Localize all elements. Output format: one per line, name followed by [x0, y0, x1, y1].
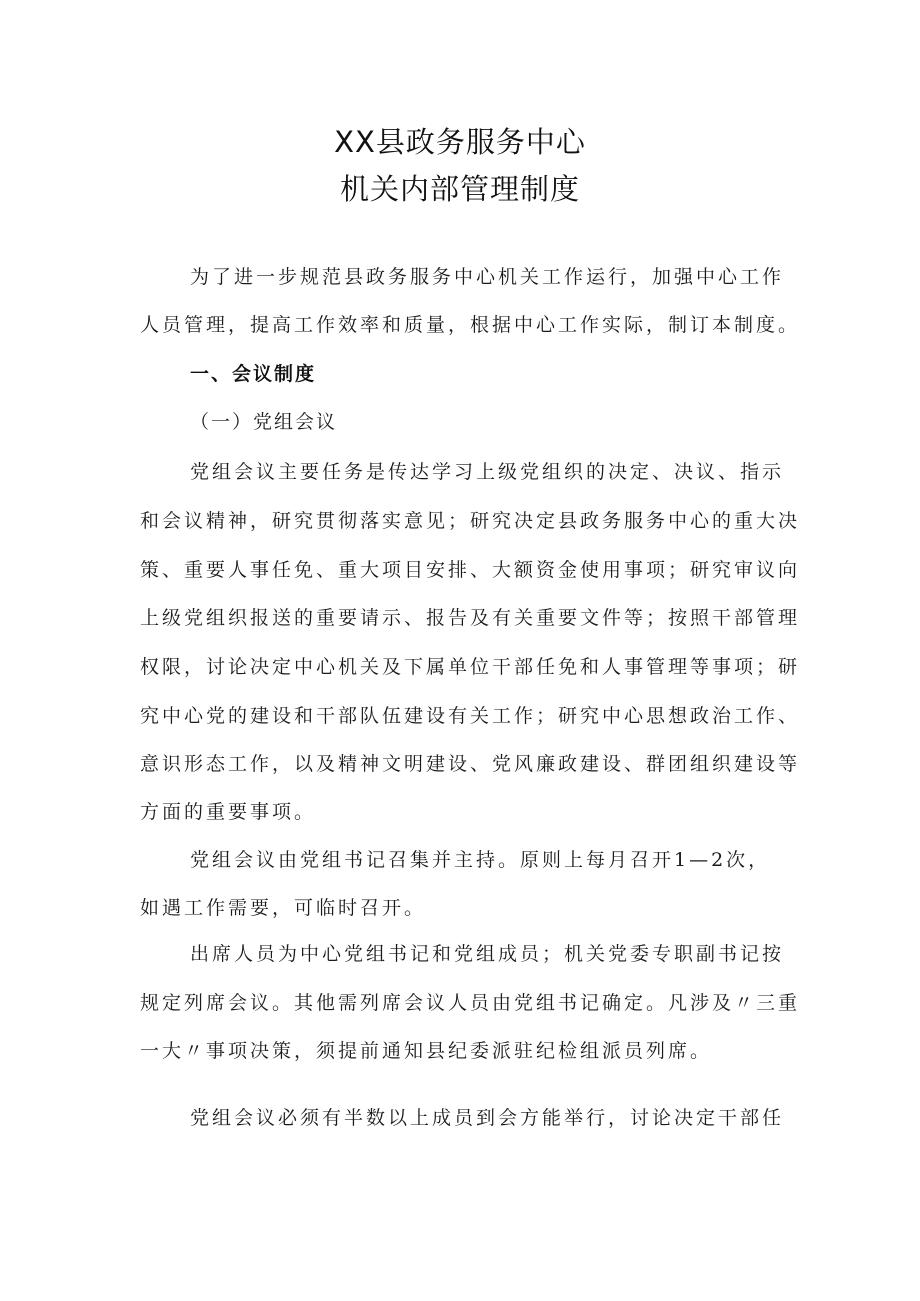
subsection-heading: （一）党组会议 — [190, 411, 338, 433]
paragraph-line: 如遇工作需要，可临时召开。 — [140, 897, 427, 919]
paragraph-line: 策、重要人事任免、重大项目安排、大额资金使用事项；研究审议向 — [140, 559, 801, 581]
paragraph-line: 方面的重要事项。 — [140, 801, 317, 823]
document-title-line-1: XX县政务服务中心 — [334, 125, 586, 159]
paragraph-line: 党组会议必须有半数以上成员到会方能举行，讨论决定干部任 — [190, 1107, 785, 1129]
paragraph-line: 权限，讨论决定中心机关及下属单位干部任免和人事管理等事项；研 — [140, 656, 801, 678]
paragraph-line: 出席人员为中心党组书记和党组成员；机关党委专职副书记按 — [190, 943, 785, 965]
paragraph-line: 究中心党的建设和干部队伍建设有关工作；研究中心思想政治工作、 — [140, 705, 801, 727]
paragraph-line: 和会议精神，研究贯彻落实意见；研究决定县政务服务中心的重大决 — [140, 510, 801, 532]
intro-line: 人员管理，提高工作效率和质量，根据中心工作实际，制订本制度。 — [140, 314, 801, 336]
paragraph-line: 党组会议主要任务是传达学习上级党组织的决定、决议、指示 — [190, 461, 785, 483]
paragraph-line: 一大〃事项决策，须提前通知县纪委派驻纪检组派员列席。 — [140, 1040, 713, 1062]
paragraph-line: 党组会议由党组书记召集并主持。原则上每月召开1—2次， — [190, 849, 771, 871]
intro-line: 为了进一步规范县政务服务中心机关工作运行，加强中心工作 — [190, 266, 785, 288]
paragraph-line: 规定列席会议。其他需列席会议人员由党组书记确定。凡涉及〃三重 — [140, 992, 801, 1014]
document-title-line-2: 机关内部管理制度 — [339, 172, 580, 206]
paragraph-line: 意识形态工作，以及精神文明建设、党风廉政建设、群团组织建设等 — [140, 753, 801, 775]
section-heading: 一、会议制度 — [190, 363, 317, 385]
paragraph-line: 上级党组织报送的重要请示、报告及有关重要文件等；按照干部管理 — [140, 607, 801, 629]
